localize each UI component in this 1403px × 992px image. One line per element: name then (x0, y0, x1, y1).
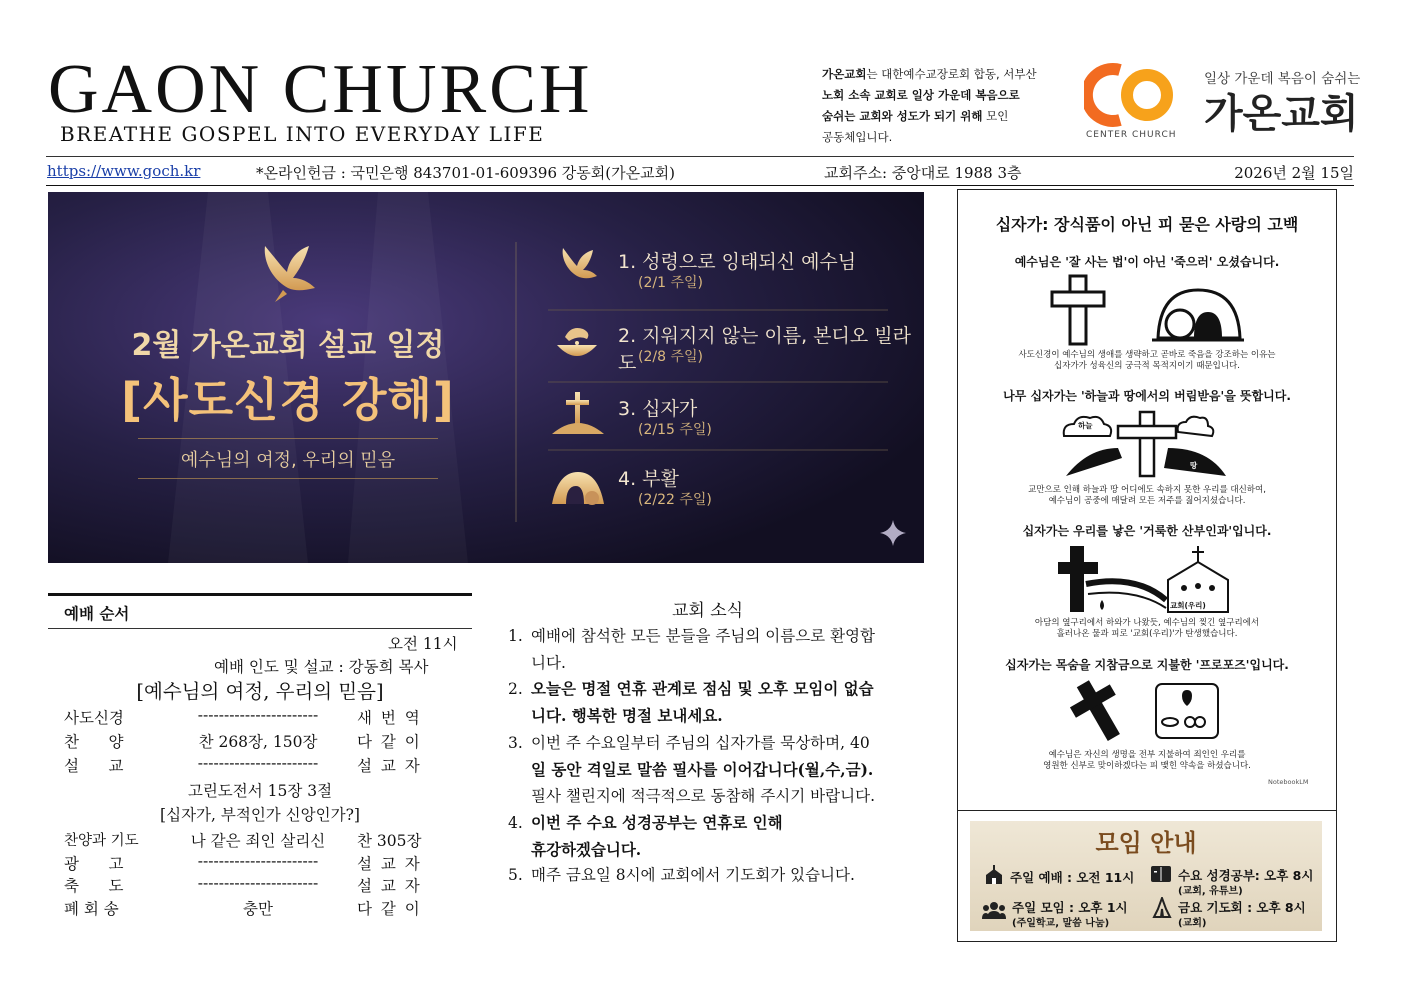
cross-and-church-icon (1056, 544, 1236, 616)
schedule-item-4-title: 4. 부활 (618, 468, 679, 490)
praying-hands-icon (1152, 897, 1172, 919)
info-bar (46, 156, 1354, 186)
banner-subtitle: 예수님의 여정, 우리의 믿음 (180, 450, 396, 471)
bulletin-date: 2026년 2월 15일 (1234, 164, 1354, 182)
logo-english-name: CENTER CHURCH (1086, 130, 1177, 140)
cross-section-heading: 십자가는 우리를 낳은 '거룩한 산부인과'입니다. (1022, 524, 1272, 538)
schedule-item-2-title: 2. 지워지지 않는 이름, 본디오 빌라도 (618, 325, 911, 374)
worship-sermon-title: [십자가, 부적인가 신앙인가?] (160, 806, 360, 824)
schedule-item-4-date: (2/22 주일) (638, 492, 712, 508)
meeting-wednesday-study: 수요 성경공부: 오후 8시 (1178, 868, 1314, 883)
wooden-cross-and-tomb-icon (1048, 274, 1248, 346)
washing-hands-bowl-icon (551, 315, 603, 367)
worship-row-mid: ----------------------- (197, 706, 319, 724)
cross-section-caption: 사도신경이 예수님의 생애를 생략하고 곧바로 죽음을 강조하는 이유는 십자가가 성육신의 궁극적 목적지이기 때문입니다. (1018, 350, 1276, 371)
worship-row-right: 새 번 역 (357, 709, 422, 727)
logo-name: 가온교회 (1204, 91, 1359, 137)
cross-section-heading: 예수님은 '잘 사는 법'이 아닌 '죽으러' 오셨습니다. (1014, 255, 1280, 269)
worship-row-right: 설 교 자 (357, 757, 422, 775)
dove-small-icon (555, 244, 601, 290)
cross-section-caption: 교만으로 인해 하늘과 땅 어디에도 속하지 못한 우리를 대신하여, 예수님이 공중에 매달려 모든 저주를 짊어지셨습니다. (1028, 485, 1266, 506)
meetings-title: 모임 안내 (1095, 829, 1197, 857)
schedule-item-1-date: (2/1 주일) (638, 275, 703, 291)
cross-between-sky-and-earth-icon (1058, 408, 1238, 478)
church-tagline: BREATHE GOSPEL INTO EVERYDAY LIFE (60, 122, 545, 146)
intro-line-2: 노회 소속 교회로 일상 가운데 복음으로 (822, 88, 1020, 102)
worship-row-right: 찬 305장 (357, 832, 422, 850)
dove-icon (253, 240, 323, 310)
worship-row-mid: ----------------------- (197, 754, 319, 772)
intro-line-3: 숨쉬는 교회와 성도가 되기 위해 모인 (822, 109, 1009, 123)
cross-section-heading: 나무 십자가는 '하늘과 땅에서의 버림받음'을 뜻합니다. (1003, 389, 1291, 403)
meeting-sunday-gathering: 주일 모임 : 오후 1시 (1012, 900, 1128, 915)
worship-row-right: 설 교 자 (357, 855, 422, 873)
meetings-info-box (957, 810, 1337, 942)
schedule-item-3-title: 3. 십자가 (618, 398, 698, 420)
infographic-credit: NotebookLM (1268, 778, 1309, 786)
sparkle-icon (878, 518, 908, 548)
worship-row-mid: 찬 268장, 150장 (198, 733, 318, 751)
worship-row-label: 찬양과 기도 (64, 833, 139, 849)
schedule-item-3-date: (2/15 주일) (638, 422, 712, 438)
church-label: 교회(우리) (1170, 601, 1206, 610)
schedule-item-2-date: (2/8 주일) (638, 349, 703, 365)
banner-series-title: [사도신경 강해] (121, 373, 455, 427)
worship-row-mid: ----------------------- (197, 852, 319, 870)
sermon-series-banner (48, 192, 924, 563)
worship-theme: [예수님의 여정, 우리의 믿음] (136, 680, 384, 703)
cross-section-caption: 아담의 옆구리에서 하와가 나왔듯, 예수님의 찢긴 옆구리에서 흘러나온 물과 피로 '교회(우리)'가 탄생했습니다. (1034, 618, 1260, 639)
cross-and-dowry-scroll-icon (1058, 678, 1238, 744)
meeting-sunday-gathering-note: (주일학교, 말씀 나눔) (1012, 918, 1110, 929)
earth-label: 땅 (1190, 461, 1198, 470)
logo-slogan: 일상 가운데 복음이 숨쉬는 (1204, 71, 1361, 87)
meeting-wednesday-study-note: (교회, 유튜브) (1178, 886, 1243, 897)
worship-row-label: 광 고 (64, 855, 124, 873)
church-address: 교회주소: 중앙대로 1988 3층 (824, 164, 1022, 182)
empty-tomb-icon (548, 460, 608, 510)
intro-line-1: 가온교회는 대한예수교장로회 합동, 서부산 (822, 67, 1037, 81)
worship-row-right: 설 교 자 (357, 877, 422, 895)
banner-month-title: 2월 가온교회 설교 일정 (131, 328, 445, 363)
worship-row-mid: ----------------------- (197, 874, 319, 892)
cross-section-heading: 십자가는 목숨을 지참금으로 지불한 '프로포즈'입니다. (1005, 658, 1289, 672)
church-intro (822, 64, 1062, 148)
church-title: GAON CHURCH (48, 51, 593, 128)
worship-time: 오전 11시 (388, 635, 458, 653)
church-logo-mark-icon (1084, 62, 1184, 128)
website-link[interactable]: https://www.goch.kr (47, 162, 201, 180)
worship-row-label: 축 도 (64, 877, 124, 895)
worship-leader: 예배 인도 및 설교 : 강동희 목사 (214, 658, 429, 676)
worship-row-label: 폐 회 송 (64, 900, 119, 918)
news-item: 3. 이번 주 수요일부터 주님의 십자가를 묵상하며, 40 일 동안 격일로 말씀 필사를 이어갑니다(월,수,금). 필사 챌린지에 적극적으로 동참해 주시기 바랍니다. (508, 734, 875, 805)
meeting-sunday-worship: 주일 예배 : 오전 11시 (1010, 870, 1135, 885)
meeting-friday-prayer-note: (교회) (1178, 918, 1207, 929)
cross-section-caption: 예수님은 자신의 생명을 전부 지불하여 죄인인 우리를 영원한 신부로 맞이하겠다는 피 맺힌 약속을 하셨습니다. (1043, 750, 1251, 771)
church-icon (984, 865, 1004, 885)
worship-row-right: 다 같 이 (357, 733, 422, 751)
cross-hill-icon (550, 388, 606, 438)
schedule-item-1-title: 1. 성령으로 잉태되신 예수님 (618, 251, 857, 273)
meeting-friday-prayer: 금요 기도회 : 오후 8시 (1178, 900, 1306, 915)
worship-scripture: 고린도전서 15장 3절 (187, 782, 333, 800)
church-news-title: 교회 소식 (672, 601, 744, 621)
people-group-icon (982, 901, 1006, 919)
sky-label: 하늘 (1078, 421, 1093, 430)
worship-row-label: 찬 양 (64, 733, 124, 751)
worship-row-right: 다 같 이 (357, 900, 422, 918)
news-item: 1. 예배에 참석한 모든 분들을 주님의 이름으로 환영합 니다. (508, 627, 875, 672)
worship-row-label: 설 교 (64, 757, 124, 775)
news-item: 2. 오늘은 명절 연휴 관계로 점심 및 오후 모임이 없습 니다. 행복한 명절 보내세요. (508, 679, 874, 725)
worship-row-mid: 나 같은 죄인 살리신 (190, 832, 326, 850)
news-item: 5. 매주 금요일 8시에 교회에서 기도회가 있습니다. (508, 866, 855, 884)
cross-panel-title: 십자가: 장식품이 아닌 피 묻은 사랑의 고백 (995, 215, 1299, 234)
worship-order-title: 예배 순서 (64, 605, 130, 623)
worship-row-mid: 충만 (243, 900, 273, 918)
donation-info: *온라인헌금 : 국민은행 843701-01-609396 강동회(가온교회) (256, 164, 675, 182)
cross-infographic-panel (957, 189, 1337, 811)
bible-icon (1150, 865, 1172, 883)
intro-line-4: 공동체입니다. (822, 130, 893, 144)
news-item: 4. 이번 주 수요 성경공부는 연휴로 인해 휴강하겠습니다. (508, 813, 783, 859)
worship-row-label: 사도신경 (64, 709, 124, 727)
